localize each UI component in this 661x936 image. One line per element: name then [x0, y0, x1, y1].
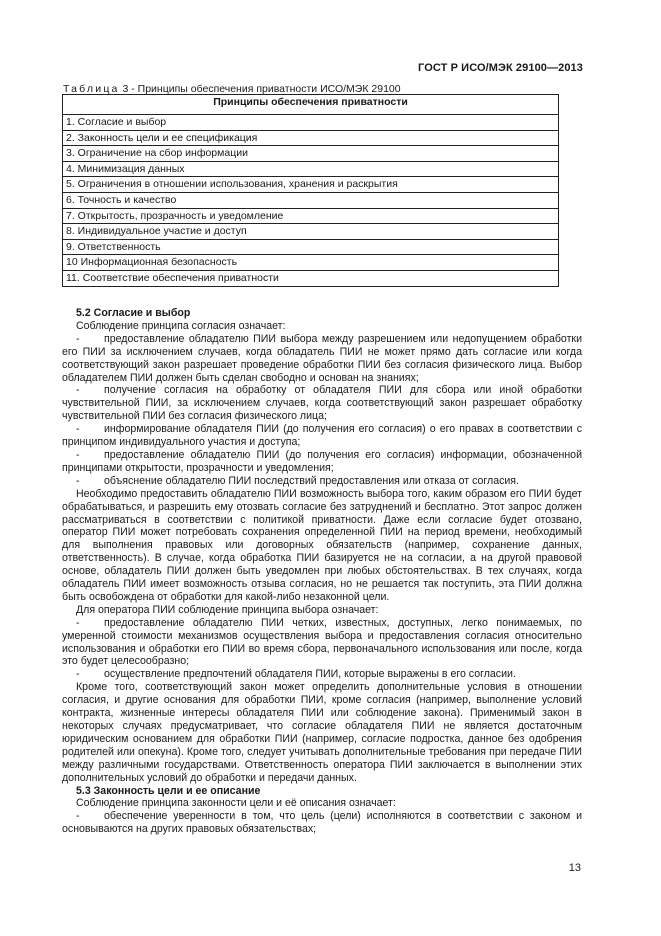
- list-item-text: информирование обладателя ПИИ (до получения его согласия) о его правах в соответствии с принципом индивидуального участия и доступа;: [62, 423, 582, 449]
- paragraph: Соблюдение принципа законности цели и её описания означает:: [76, 797, 396, 810]
- list-item-text: получение согласия на обработку от обладателя ПИИ для сбора или иной обработки чувствительной ПИИ, за исключением случаев, когда соответствующий закон разрешает обработку чувствительной ПИИ без согласия физического лица;: [62, 384, 582, 423]
- list-item: [62, 668, 582, 681]
- table-caption-word: Таблица: [63, 83, 120, 95]
- body-text: [62, 307, 582, 836]
- table-row: 1. Согласие и выбор: [63, 115, 559, 131]
- list-item: [62, 449, 582, 475]
- list-item-text: предоставление обладателю ПИИ (до получения его согласия) информации, обозначенной принципами открытости, прозрачности и уведомления;: [62, 448, 582, 474]
- table-row: 11. Соответствие обеспечения приватности: [63, 270, 559, 286]
- document-header: ГОСТ Р ИСО/МЭК 29100—2013: [418, 62, 583, 74]
- list-item-text: обеспечение уверенности в том, что цель (цели) исполняются в соответствии с законом и основываются на других правовых обязательствах;: [62, 810, 582, 836]
- table-row: 3. Ограничение на сбор информации: [63, 146, 559, 162]
- dash-marker: -: [76, 474, 80, 487]
- table-row: 10 Информационная безопасность: [63, 255, 559, 271]
- table-row: 2. Законность цели и ее спецификация: [63, 130, 559, 146]
- list-item-text: объяснение обладателю ПИИ последствий предоставления или отказа от согласия.: [104, 474, 519, 487]
- dash-marker: -: [76, 384, 80, 397]
- table-row: 5. Ограничения в отношении использования, хранения и раскрытия: [63, 177, 559, 193]
- table-caption-text: 3 - Принципы обеспечения приватности ИСО/МЭК 29100: [122, 83, 401, 95]
- paragraph: Соблюдение принципа согласия означает:: [76, 319, 286, 332]
- table-row: 4. Минимизация данных: [63, 161, 559, 177]
- table-row: 9. Ответственность: [63, 239, 559, 255]
- paragraph: Необходимо предоставить обладателю ПИИ возможность выбора того, каким образом его ПИИ будет обрабатываться, и разрешить ему отозвать согласие без затруднений и бесплатно. Этот запрос должен рассматриваться в соответствии с политикой приватности. Даже если согласие будет отозвано, оператор ПИИ может потребовать сохранения определенной ПИИ на период времени, необходимый для выполнения правовых или договорных обязательств (например, сохранение данных, ответственность). В случае, когда обработка ПИИ базируется не на согласии, а на другой правовой основе, обладатель ПИИ должен быть уведомлен при любых обстоятельствах. В тех случаях, когда обладатель ПИИ имеет возможность отзыва согласия, но не решается так поступить, эта ПИИ должна быть освобождена от обработки для какой-либо незаконной цели.: [62, 487, 582, 603]
- dash-marker: -: [76, 616, 80, 629]
- dash-marker: -: [76, 332, 80, 345]
- table-header: Принципы обеспечения приватности: [63, 95, 559, 115]
- table-row: 7. Открытость, прозрачность и уведомление: [63, 208, 559, 224]
- dash-marker: -: [76, 448, 80, 461]
- paragraph: Кроме того, соответствующий закон может определить дополнительные условия в отношении согласия, и другие основания для обработки ПИИ, кроме согласия (например, выполнение условий контракта, жизненные интересы обладателя ПИИ или соблюдение закона). Применимый закон в некоторых случаях предусматривает, что согласие обладателя ПИИ не является достаточным юридическим основанием для обработки ПИИ (например, согласие подростка, данное без одобрения родителей или опекуна). Кроме того, следует учитывать дополнительные требования при передаче ПИИ между различными государствами. Ответственность оператора ПИИ заключается в выполнении этих дополнительных условий до обработки и передачи данных.: [62, 681, 582, 784]
- page-number: 13: [568, 862, 581, 874]
- section-heading-5-2: 5.2 Согласие и выбор: [76, 307, 191, 319]
- table-row: 8. Индивидуальное участие и доступ: [63, 224, 559, 240]
- paragraph: Для оператора ПИИ соблюдение принципа выбора означает:: [76, 603, 379, 616]
- list-item: [62, 475, 582, 488]
- dash-marker: -: [76, 810, 80, 823]
- dash-marker: -: [76, 423, 80, 436]
- list-item-text: предоставление обладателю ПИИ выбора между разрешением или недопущением обработки его ПИИ за исключением случаев, когда обладатель ПИИ не может прямо дать согласие или когда соответствующий закон разрешает проведение обработки ПИИ без согласия физического лица. Выбор обладателем ПИИ должен быть сделан свободно и основан на знаниях;: [62, 332, 582, 384]
- section-heading-5-3: 5.3 Законность цели и ее описание: [76, 784, 261, 797]
- list-item: [62, 384, 582, 423]
- dash-marker: -: [76, 668, 80, 681]
- list-item-text: предоставление обладателю ПИИ четких, известных, доступных, легко понимаемых, по умеренной стоимости механизмов осуществления выбора и предоставления согласия относительно использования и обработки его ПИИ во время сбора, первоначального использования или после, когда это будет целесообразно;: [62, 616, 582, 668]
- list-item: [62, 617, 582, 669]
- principles-table: [62, 94, 559, 287]
- list-item: [62, 423, 582, 449]
- list-item: [62, 333, 582, 385]
- list-item-text: осуществление предпочтений обладателя ПИИ, которые выражены в его согласии.: [104, 668, 516, 681]
- list-item: [62, 810, 582, 836]
- table-row: 6. Точность и качество: [63, 192, 559, 208]
